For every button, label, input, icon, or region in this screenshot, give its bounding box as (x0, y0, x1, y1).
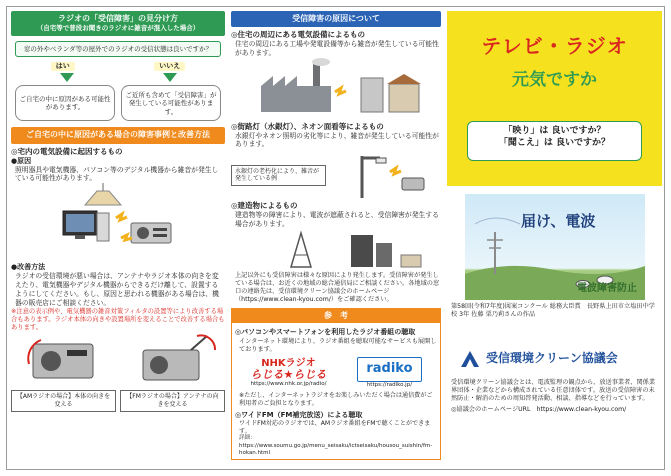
cover-title-line2: 元気ですか (512, 70, 597, 90)
cause1-text: 住宅の周辺にある工場や発電設備等から雑音が発生している可能性があります。 (235, 40, 439, 57)
streetlight-row (231, 152, 441, 198)
cause3-title: ◎建造物によるもの (231, 201, 298, 211)
answer-yes: ご自宅の中に原因がある可能性があります。 (15, 85, 115, 121)
identify-title: ラジオの「受信障害」の見分け方 (58, 14, 178, 23)
organization-logo-icon (459, 349, 481, 369)
cover-title-block (447, 11, 662, 186)
yes-no-row (11, 62, 225, 71)
poster-caption: 第58回(令和7年度)図案コンクール 総務大臣賞 長野県上田市立塩田中学校 3年 佐藤 栗乃莉さんの作品 (451, 303, 655, 319)
radio-captions (11, 390, 225, 412)
organization-name: 受信環境クリーン協議会 (486, 351, 618, 366)
identify-header (11, 11, 225, 36)
cause1-title: ◎住宅の周辺にある電気設備によるもの (231, 30, 366, 40)
cover-questions (467, 121, 642, 161)
cause-subheading: ●原因 (11, 156, 32, 165)
answer-no: ご近所も含めて「受信障害」が発生している可能性があります。 (121, 85, 221, 121)
ref2-link[interactable]: 詳細：https://www.soumu.go.jp/menu_seisaku/ictseisaku/housou_suishin/fm-hokan.html (239, 435, 433, 456)
am-caption: 【AMラジオの場合】本体の向きを変える (11, 390, 116, 412)
ref2-title: ◎ワイドFM（FM補完放送）による聴取 (235, 410, 363, 419)
cause2-title: ◎街路灯（水銀灯）、ネオン面看等によるもの (231, 121, 384, 131)
question-sound: 「聞こえ」は 良いですか？ (498, 137, 611, 148)
radio-illustrations (11, 334, 225, 388)
building-illustration (231, 229, 441, 269)
panel-middle (231, 11, 441, 467)
factory-illustration (231, 58, 441, 116)
nhk-sub: らじる★らじる (250, 368, 327, 382)
nhk-label: NHKラジオ (261, 358, 316, 370)
fix-subheading: ●改善方法 (11, 263, 46, 272)
nhk-url[interactable]: https://www.nhk.or.jp/radio/ (250, 381, 327, 388)
ref1-note: ※ただし、インターネットラジオをお楽しみいただく場合は通信費がご利用者のご負担となります。 (239, 391, 433, 407)
radio-direction-illustration (11, 334, 225, 388)
poster-title: 届け、電波 (521, 212, 596, 230)
radiko-url[interactable]: https://radiko.jp/ (366, 381, 413, 388)
nhk-radio-logo (250, 358, 326, 387)
streetlight-caption: 水銀灯の老朽化により、雑音が発生している例 (231, 165, 326, 187)
identify-subtitle: （自宅等で普段お聞きのラジオに雑音が混入した場合） (36, 24, 200, 33)
poster-artwork (465, 194, 645, 300)
leaflet-sheet (6, 6, 665, 470)
arrow-down-icon (163, 73, 177, 82)
panel-right (447, 11, 662, 467)
ref1-text: インターネット環境により、ラジオ番組を聴取可能なサービスも展開しております。 (239, 337, 437, 353)
arrow-down-icon (60, 73, 74, 82)
ref1-title: ◎パソコンやスマートフォンを利用したラジオ番組の聴取 (235, 328, 416, 337)
cause2-text: 水銀灯やネオン照明の劣化等により、雑音が発生している可能性があります。 (235, 131, 439, 149)
no-label: いいえ (154, 62, 185, 71)
indoor-section-header: ご自宅の中に原因がある場合の障害事例と改善方法 (11, 127, 225, 143)
fix-text: ラジオの受信環境が悪い場合は、アンテナやラジオ本体の向きを変えたり、電気機器やデジタル機器からできるだけ離して、設置するようにしてください。もし、原因と思われる機器がある場合は、機器の販売店にご相談ください。 (15, 272, 219, 307)
reception-question: 窓の外やベランダ等の屋外でのラジオの受信状態は良いですか？ (15, 41, 221, 57)
indoor-illustration (11, 183, 225, 263)
cause-title: ◎宅内の電気設備に起因するもの (11, 146, 123, 156)
reference-header: 参 考 (232, 309, 440, 323)
indoor-devices-illustration (11, 183, 225, 263)
cause-text: 照明器具や電気機器、パソコン等のデジタル機器から雑音が発生している可能性があります。 (15, 165, 219, 183)
fm-caption: 【FMラジオの場合】アンテナの向きを変える (120, 390, 225, 412)
organization-url[interactable]: ◎協議会のホームページURL https://www.clean-kyou.com/ (451, 406, 627, 414)
panel-left (11, 11, 225, 467)
question-picture: 「映り」は 良いですか？ (503, 126, 606, 136)
radiko-block (357, 357, 421, 389)
causes-header: 受信障害の原因について (231, 11, 441, 27)
flow-arrows (15, 73, 221, 83)
yes-label: はい (51, 62, 75, 71)
answer-row (15, 85, 221, 121)
logo-row (235, 357, 437, 389)
organization-header (459, 349, 618, 369)
ref2-text: ワイドFM対応のラジオでは、AMラジオ番組をFMで聴くことができます。 (239, 419, 431, 435)
cause-note: 上記以外にも受信障害は様々な原因により発生します。受信障害が発生している場合は、お近くの地域の総合通信局にご相談ください。各地域の窓口の連絡先は、受信環境クリーン協議会のホームページ（https://www.clean-kyou.com/）をご確認ください。 (235, 271, 440, 303)
streetlight-illustration (332, 152, 432, 198)
organization-description: 受信環境クリーン協議会とは、電波監理の観点から、放送事業者、関係業界団体・企業などから構成されている任意団体です。放送の受信障害の未然防止・解消のための周知啓発活動、相談、指導などを行っています。 (451, 379, 656, 403)
fix-note: ※注意の表示例や、電気機器の雑音対策フィルタの設置等により改善する場合もあります。ラジオ本体の向きや設置場所を変えることで改善する場合もあります。 (11, 307, 225, 331)
radiko-logo: radiko (357, 357, 421, 382)
reference-box (231, 308, 441, 460)
organization-text (451, 379, 659, 414)
cause3-text: 建造物等の障害により、電波が遮蔽されると、受信障害が発生する場合があります。 (235, 211, 439, 228)
cover-title-line1: テレビ・ラジオ (481, 34, 628, 58)
poster-subtitle: 電波障害防止 (577, 283, 637, 294)
